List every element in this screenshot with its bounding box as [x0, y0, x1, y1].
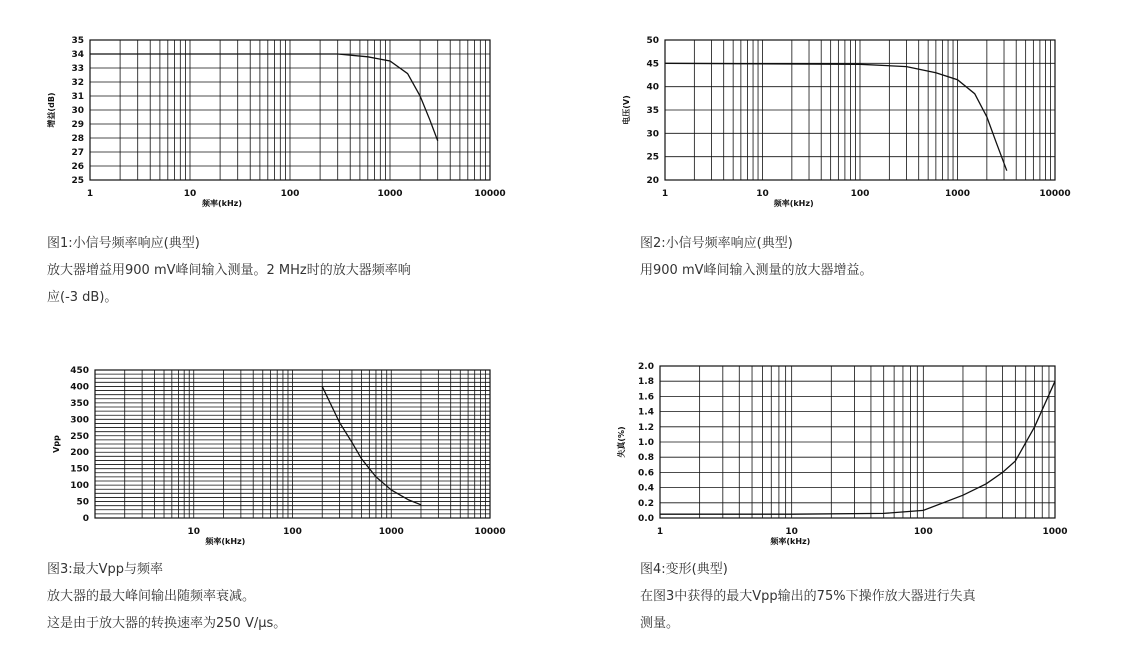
y-tick-label: 1.8: [638, 377, 654, 388]
caption-2: [640, 230, 1100, 284]
chart-panel-4: [615, 360, 1075, 545]
caption-3-line-2: 这是由于放大器的转换速率为250 V/μs。: [47, 616, 287, 631]
y-tick-label: 400: [70, 382, 89, 393]
x-tick-label: 100: [850, 189, 870, 199]
y-tick-label: 1.0: [638, 438, 654, 448]
chart-panel-1: [40, 30, 510, 215]
caption-3-title: 图3:最大Vpp与频率: [47, 562, 164, 577]
x-axis-label: 频率(kHz): [205, 537, 246, 546]
y-tick-label: 250: [70, 431, 89, 442]
y-tick-label: 35: [646, 106, 659, 116]
series-line: [665, 63, 1007, 170]
x-axis-label: 频率(kHz): [202, 199, 242, 208]
x-tick-label: 1000: [1042, 527, 1068, 537]
caption-4: [640, 556, 1100, 637]
y-tick-label: 0.6: [638, 468, 654, 479]
x-tick-label: 1: [656, 527, 664, 537]
x-tick-label: 100: [913, 527, 933, 537]
caption-1-title: 图1:小信号频率响应(典型): [47, 236, 200, 251]
series-line: [660, 381, 1055, 514]
x-axis-label: 频率(kHz): [770, 537, 811, 546]
y-tick-label: 0.0: [638, 514, 654, 524]
grid: [660, 366, 1055, 518]
chart-1: [40, 30, 510, 215]
y-tick-label: 35: [71, 36, 84, 46]
y-tick-label: 50: [76, 497, 89, 508]
y-tick-label: 50: [646, 36, 659, 46]
y-tick-label: 31: [71, 92, 84, 102]
chart-3: [40, 360, 510, 545]
y-tick-label: 150: [70, 464, 89, 475]
y-tick-label: 26: [71, 162, 84, 172]
caption-3: [47, 556, 517, 637]
x-axis-label: 频率(kHz): [773, 199, 814, 208]
y-tick-label: 40: [646, 82, 659, 93]
y-tick-label: 450: [70, 366, 89, 376]
series-line: [322, 386, 421, 504]
y-axis-label: 增益(dB): [47, 92, 56, 128]
x-tick-label: 1: [86, 189, 94, 199]
y-tick-label: 200: [70, 448, 89, 459]
x-tick-label: 10: [756, 189, 769, 199]
chart-panel-3: [40, 360, 510, 545]
grid: [90, 40, 490, 180]
x-tick-label: 10000: [474, 189, 506, 199]
x-tick-label: 10: [785, 527, 798, 537]
y-tick-label: 0.2: [638, 498, 654, 509]
caption-1-line-2: 应(-3 dB)。: [47, 290, 118, 305]
y-tick-label: 25: [646, 152, 659, 163]
chart-4: [615, 360, 1075, 545]
y-tick-label: 33: [71, 64, 84, 74]
y-tick-label: 30: [71, 106, 84, 116]
caption-2-title: 图2:小信号频率响应(典型): [640, 236, 793, 251]
y-tick-label: 1.2: [638, 422, 654, 433]
caption-1-line-1: 放大器增益用900 mV峰间输入测量。2 MHz时的放大器频率响: [47, 263, 411, 278]
y-tick-label: 300: [70, 415, 89, 426]
y-tick-label: 0.4: [638, 483, 654, 494]
x-tick-label: 1000: [378, 527, 404, 537]
y-tick-label: 45: [646, 59, 659, 70]
caption-2-line-1: 用900 mV峰间输入测量的放大器增益。: [640, 263, 873, 278]
y-tick-label: 2.0: [638, 362, 654, 372]
y-tick-label: 20: [646, 176, 659, 186]
x-tick-label: 10: [187, 527, 201, 537]
caption-3-line-1: 放大器的最大峰间输出随频率衰减。: [47, 589, 256, 604]
y-tick-label: 29: [71, 120, 84, 130]
y-tick-label: 0: [82, 514, 89, 524]
y-axis-label: Vpp: [52, 435, 61, 453]
y-tick-label: 0.8: [638, 453, 654, 464]
y-tick-label: 34: [71, 50, 84, 60]
y-tick-label: 100: [70, 481, 89, 492]
caption-4-line-1: 在图3中获得的最大Vpp输出的75%下操作放大器进行失真: [640, 589, 976, 604]
y-tick-label: 1.6: [638, 392, 654, 403]
x-tick-label: 1: [661, 189, 669, 199]
y-axis-label: 失真(%): [617, 426, 626, 458]
x-tick-label: 10000: [1039, 189, 1071, 199]
x-tick-label: 100: [283, 527, 302, 537]
grid: [95, 370, 490, 518]
x-tick-label: 1000: [377, 189, 403, 199]
y-tick-label: 30: [646, 129, 659, 140]
x-tick-label: 1000: [944, 189, 971, 199]
y-tick-label: 25: [71, 176, 84, 186]
x-tick-label: 100: [280, 189, 300, 199]
x-tick-label: 10: [183, 189, 197, 199]
y-tick-label: 27: [71, 148, 84, 158]
chart-panel-2: [615, 30, 1075, 215]
y-tick-label: 28: [71, 134, 84, 144]
y-tick-label: 1.4: [638, 407, 654, 418]
y-tick-label: 32: [71, 78, 84, 88]
chart-2: [615, 30, 1075, 215]
caption-1: [47, 230, 517, 311]
caption-4-title: 图4:变形(典型): [640, 562, 728, 577]
y-axis-label: 电压(V): [622, 95, 631, 125]
x-tick-label: 10000: [474, 527, 506, 537]
grid: [665, 40, 1055, 180]
caption-4-line-2: 测量。: [640, 616, 680, 631]
y-tick-label: 350: [70, 398, 89, 409]
